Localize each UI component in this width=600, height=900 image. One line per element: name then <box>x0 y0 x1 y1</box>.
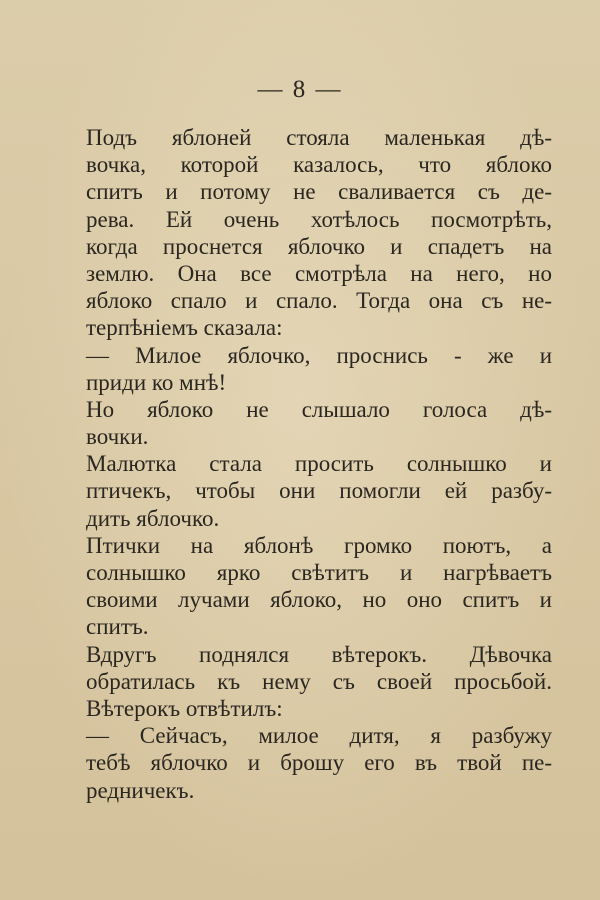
paragraph <box>88 396 552 450</box>
text-line: приди ко мнѣ! <box>86 369 227 395</box>
text-line: солнышко ярко свѣтитъ и нагрѣваетъ <box>86 560 552 585</box>
paragraph <box>88 342 552 396</box>
page-number: — 8 — <box>257 76 343 103</box>
text-line: когда проснется яблочко и спадетъ на <box>86 233 552 259</box>
text-line: Подъ яблоней стояла маленькая дѣ- <box>86 125 552 150</box>
text-line: вочки. <box>86 424 149 450</box>
text-line: Но яблоко не слышало голоса дѣ- <box>86 396 552 422</box>
text-line: яблоко спало и спало. Тогда она съ не- <box>86 288 552 314</box>
text-line: Малютка стала просить солнышко и <box>86 451 552 477</box>
text-line: землю. Она все смотрѣла на него, но <box>86 260 552 286</box>
paragraph <box>88 124 552 342</box>
text-line: обратилась къ нему съ своей просьбой. <box>86 668 552 694</box>
text-line: рева. Ей очень хотѣлось посмотрѣть, <box>86 206 552 232</box>
paragraph <box>88 722 552 804</box>
text-line: спитъ. <box>86 614 149 640</box>
text-line: птичекъ, чтобы они помогли ей разбу- <box>86 478 552 504</box>
text-line: вочка, которой казалось, что яблоко <box>86 152 552 178</box>
paragraph <box>88 532 552 641</box>
text-line: — Сейчасъ, милое дитя, я разбужу <box>86 723 552 749</box>
text-line: — Милое яблочко, проснись - же и <box>86 342 552 368</box>
text-line: терпѣніемъ сказала: <box>86 315 283 341</box>
body-text <box>88 124 552 804</box>
text-line: Вѣтерокъ отвѣтилъ: <box>86 695 283 721</box>
text-line: тебѣ яблочко и брошу его въ твой пе- <box>86 750 552 776</box>
text-line: Вдругъ поднялся вѣтерокъ. Дѣвочка <box>86 641 552 667</box>
text-line: спитъ и потому не сваливается съ де- <box>86 179 552 205</box>
paragraph <box>88 641 552 723</box>
text-line: своими лучами яблоко, но оно спитъ и <box>86 587 552 613</box>
text-line: дить яблочко. <box>86 505 220 531</box>
paragraph <box>88 450 552 532</box>
text-line: Птички на яблонѣ громко поютъ, а <box>86 532 552 558</box>
text-line: редничекъ. <box>86 777 195 803</box>
